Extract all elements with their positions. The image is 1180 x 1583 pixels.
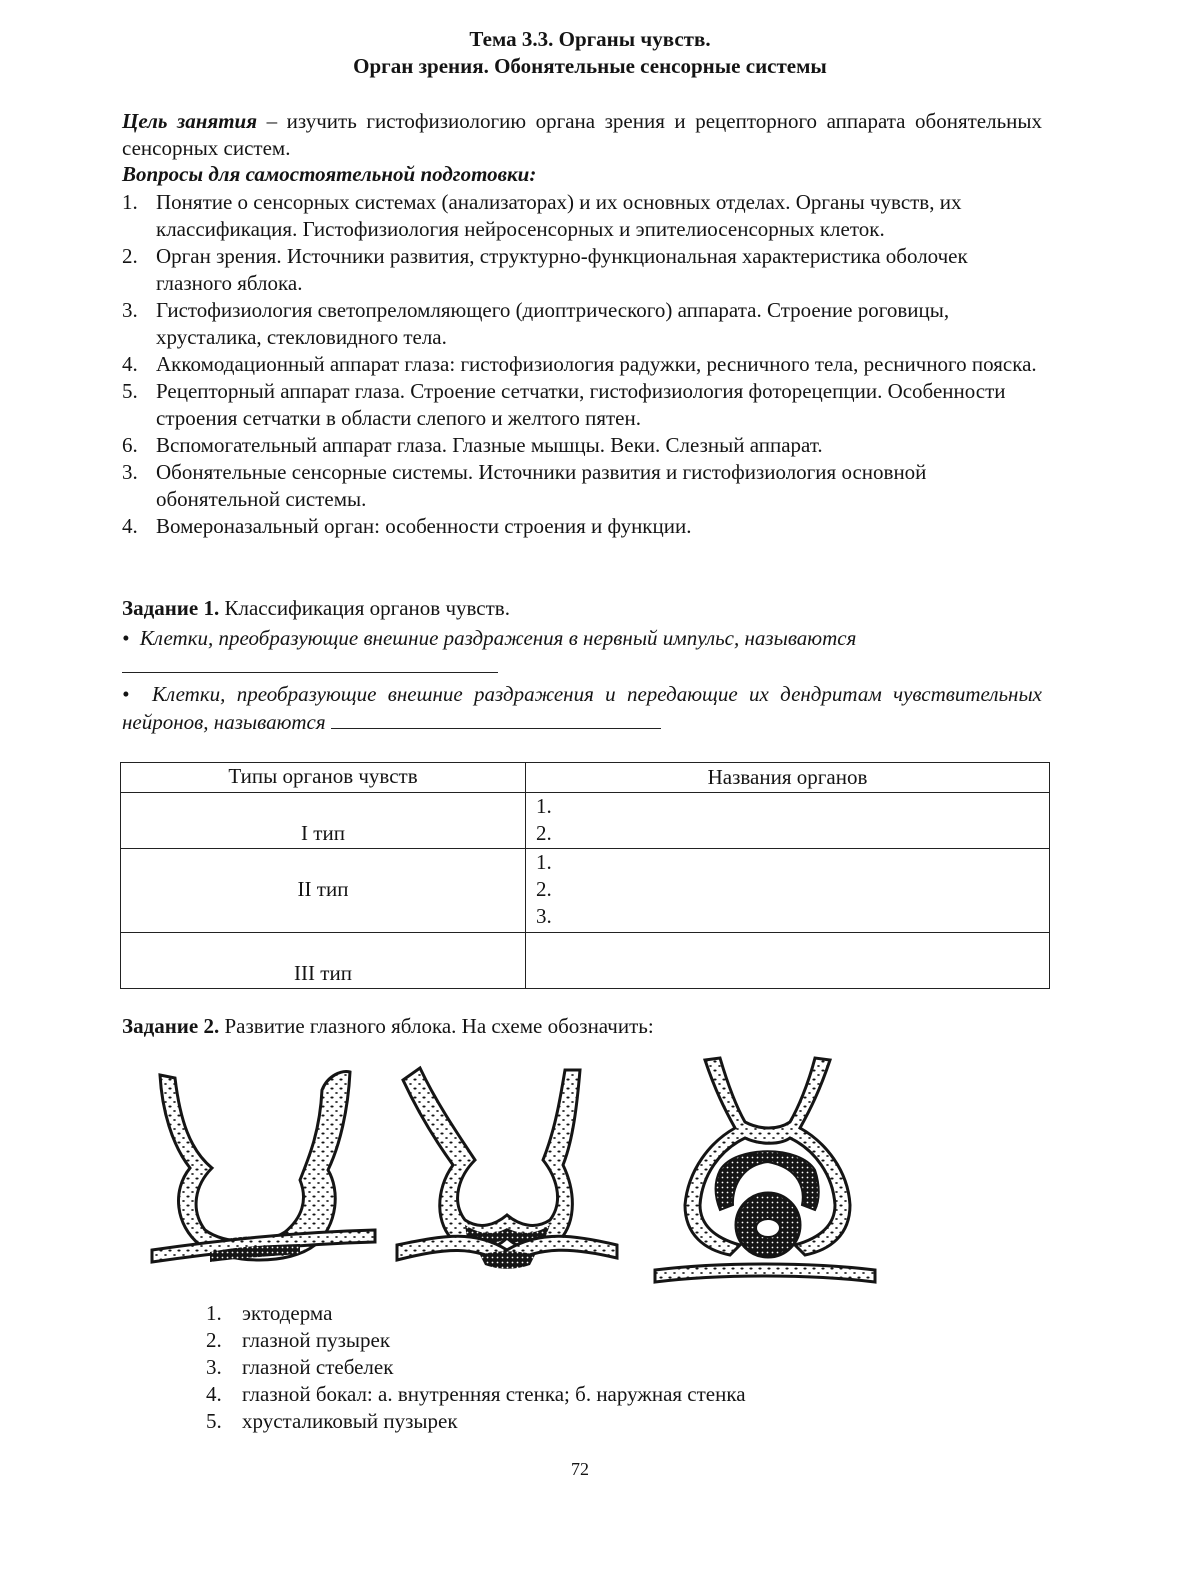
answer-line-number: 2. [536,821,552,845]
page-title-line2: Орган зрения. Обонятельные сенсорные системы [353,54,827,78]
legend-text: глазной пузырек [242,1328,391,1352]
question-number: 5. [122,379,138,403]
bullet-text: Клетки, преобразующие внешние раздражения в нервный импульс, называются [139,626,857,650]
question-text: Рецепторный аппарат глаза. Строение сетчатки, гистофизиология фоторецепции. Особенности строения сетчатки в области слепого и желтого пятен. [156,379,1006,430]
goal-text: – изучить гистофизиологию органа зрения и рецепторного аппарата обонятельных сенсорных систем. [122,109,1042,160]
task2-heading [122,1014,654,1039]
list-item [122,459,1042,513]
question-number: 6. [122,433,138,457]
organ-type-cell: II тип [121,849,526,933]
question-number: 4. [122,352,138,376]
question-text: Вомероназальный орган: особенности строения и функции. [156,514,692,538]
answer-blank[interactable] [122,654,498,673]
diagram-stage-optic-vesicle [152,1072,375,1262]
diagram-stage-optic-cup [397,1068,617,1269]
bullet-mark: • [122,682,130,706]
task2-text: Развитие глазного яблока. На схеме обозначить: [219,1014,654,1038]
list-item [122,243,1042,297]
task2-label: Задание 2. [122,1014,220,1038]
goal-label: Цель занятия [122,109,258,133]
answer-line-number: 3. [536,904,552,928]
legend-text: эктодерма [242,1301,333,1325]
questions-heading: Вопросы для самостоятельной подготовки: [122,162,537,186]
table-row [121,933,1050,989]
question-text: Понятие о сенсорных системах (анализаторах) и их основных отделах. Органы чувств, их классификация. Гистофизиология нейросенсорных и эпителиосенсорных клеток. [156,190,962,241]
list-item [122,351,1042,378]
question-number: 4. [122,514,138,538]
task1-label: Задание 1. [122,596,220,620]
list-item [122,513,1042,540]
table-header-row [121,763,1050,793]
task1-bullet-2 [122,680,1042,736]
answer-line-number: 1. [536,794,552,818]
legend-text: глазной стебелек [242,1355,394,1379]
organ-names-cell[interactable] [526,933,1050,989]
legend-number: 4. [206,1382,222,1406]
table-row [121,849,1050,933]
legend-number: 1. [206,1301,222,1325]
page-number: 72 [571,1459,589,1479]
list-item [122,297,1042,351]
bullet-mark: • [122,626,130,650]
question-number: 1. [122,190,138,214]
legend-text: хрусталиковый пузырек [242,1409,458,1433]
table-row [121,793,1050,849]
task1-bullet-1 [122,624,1042,680]
page-title-line1: Тема 3.3. Органы чувств. [469,27,711,51]
column-header-types: Типы органов чувств [121,763,526,793]
organ-type-cell: I тип [121,793,526,849]
answer-blank[interactable] [331,710,661,729]
question-text: Вспомогательный аппарат глаза. Глазные мышцы. Веки. Слезный аппарат. [156,433,823,457]
answer-line-number: 2. [536,877,552,901]
question-text: Аккомодационный аппарат глаза: гистофизиология радужки, ресничного тела, ресничного пояска. [156,352,1037,376]
legend-number: 2. [206,1328,222,1352]
organ-type-cell: III тип [121,933,526,989]
list-item [206,1300,746,1327]
list-item [122,378,1042,432]
question-number: 3. [122,298,138,322]
list-item [206,1354,746,1381]
organ-names-cell[interactable] [526,849,1050,933]
questions-list [122,189,1042,540]
diagram-legend [206,1300,746,1435]
column-header-names: Названия органов [526,763,1050,793]
list-item [206,1327,746,1354]
answer-line-number: 1. [536,850,552,874]
list-item [122,189,1042,243]
diagram-stage-lens-vesicle [655,1058,875,1282]
list-item [122,432,1042,459]
list-item [206,1381,746,1408]
legend-number: 5. [206,1409,222,1433]
question-text: Орган зрения. Источники развития, структурно-функциональная характеристика оболочек глазного яблока. [156,244,968,295]
question-text: Обонятельные сенсорные системы. Источники развития и гистофизиология основной обонятельной системы. [156,460,927,511]
bullet-text: Клетки, преобразующие внешние раздражения и передающие их дендритам чувствительных нейронов, называются [122,682,1042,734]
task1-text: Классификация органов чувств. [219,596,510,620]
question-number: 2. [122,244,138,268]
lesson-goal [122,108,1042,162]
task1-heading [122,596,510,621]
list-item [206,1408,746,1435]
eye-development-diagram [150,1050,880,1290]
question-text: Гистофизиология светопреломляющего (диоптрического) аппарата. Строение роговицы, хрусталика, стекловидного тела. [156,298,950,349]
legend-text: глазной бокал: а. внутренняя стенка; б. наружная стенка [242,1382,746,1406]
organ-names-cell[interactable] [526,793,1050,849]
question-number: 3. [122,460,138,484]
legend-number: 3. [206,1355,222,1379]
organ-types-table [120,762,1050,989]
